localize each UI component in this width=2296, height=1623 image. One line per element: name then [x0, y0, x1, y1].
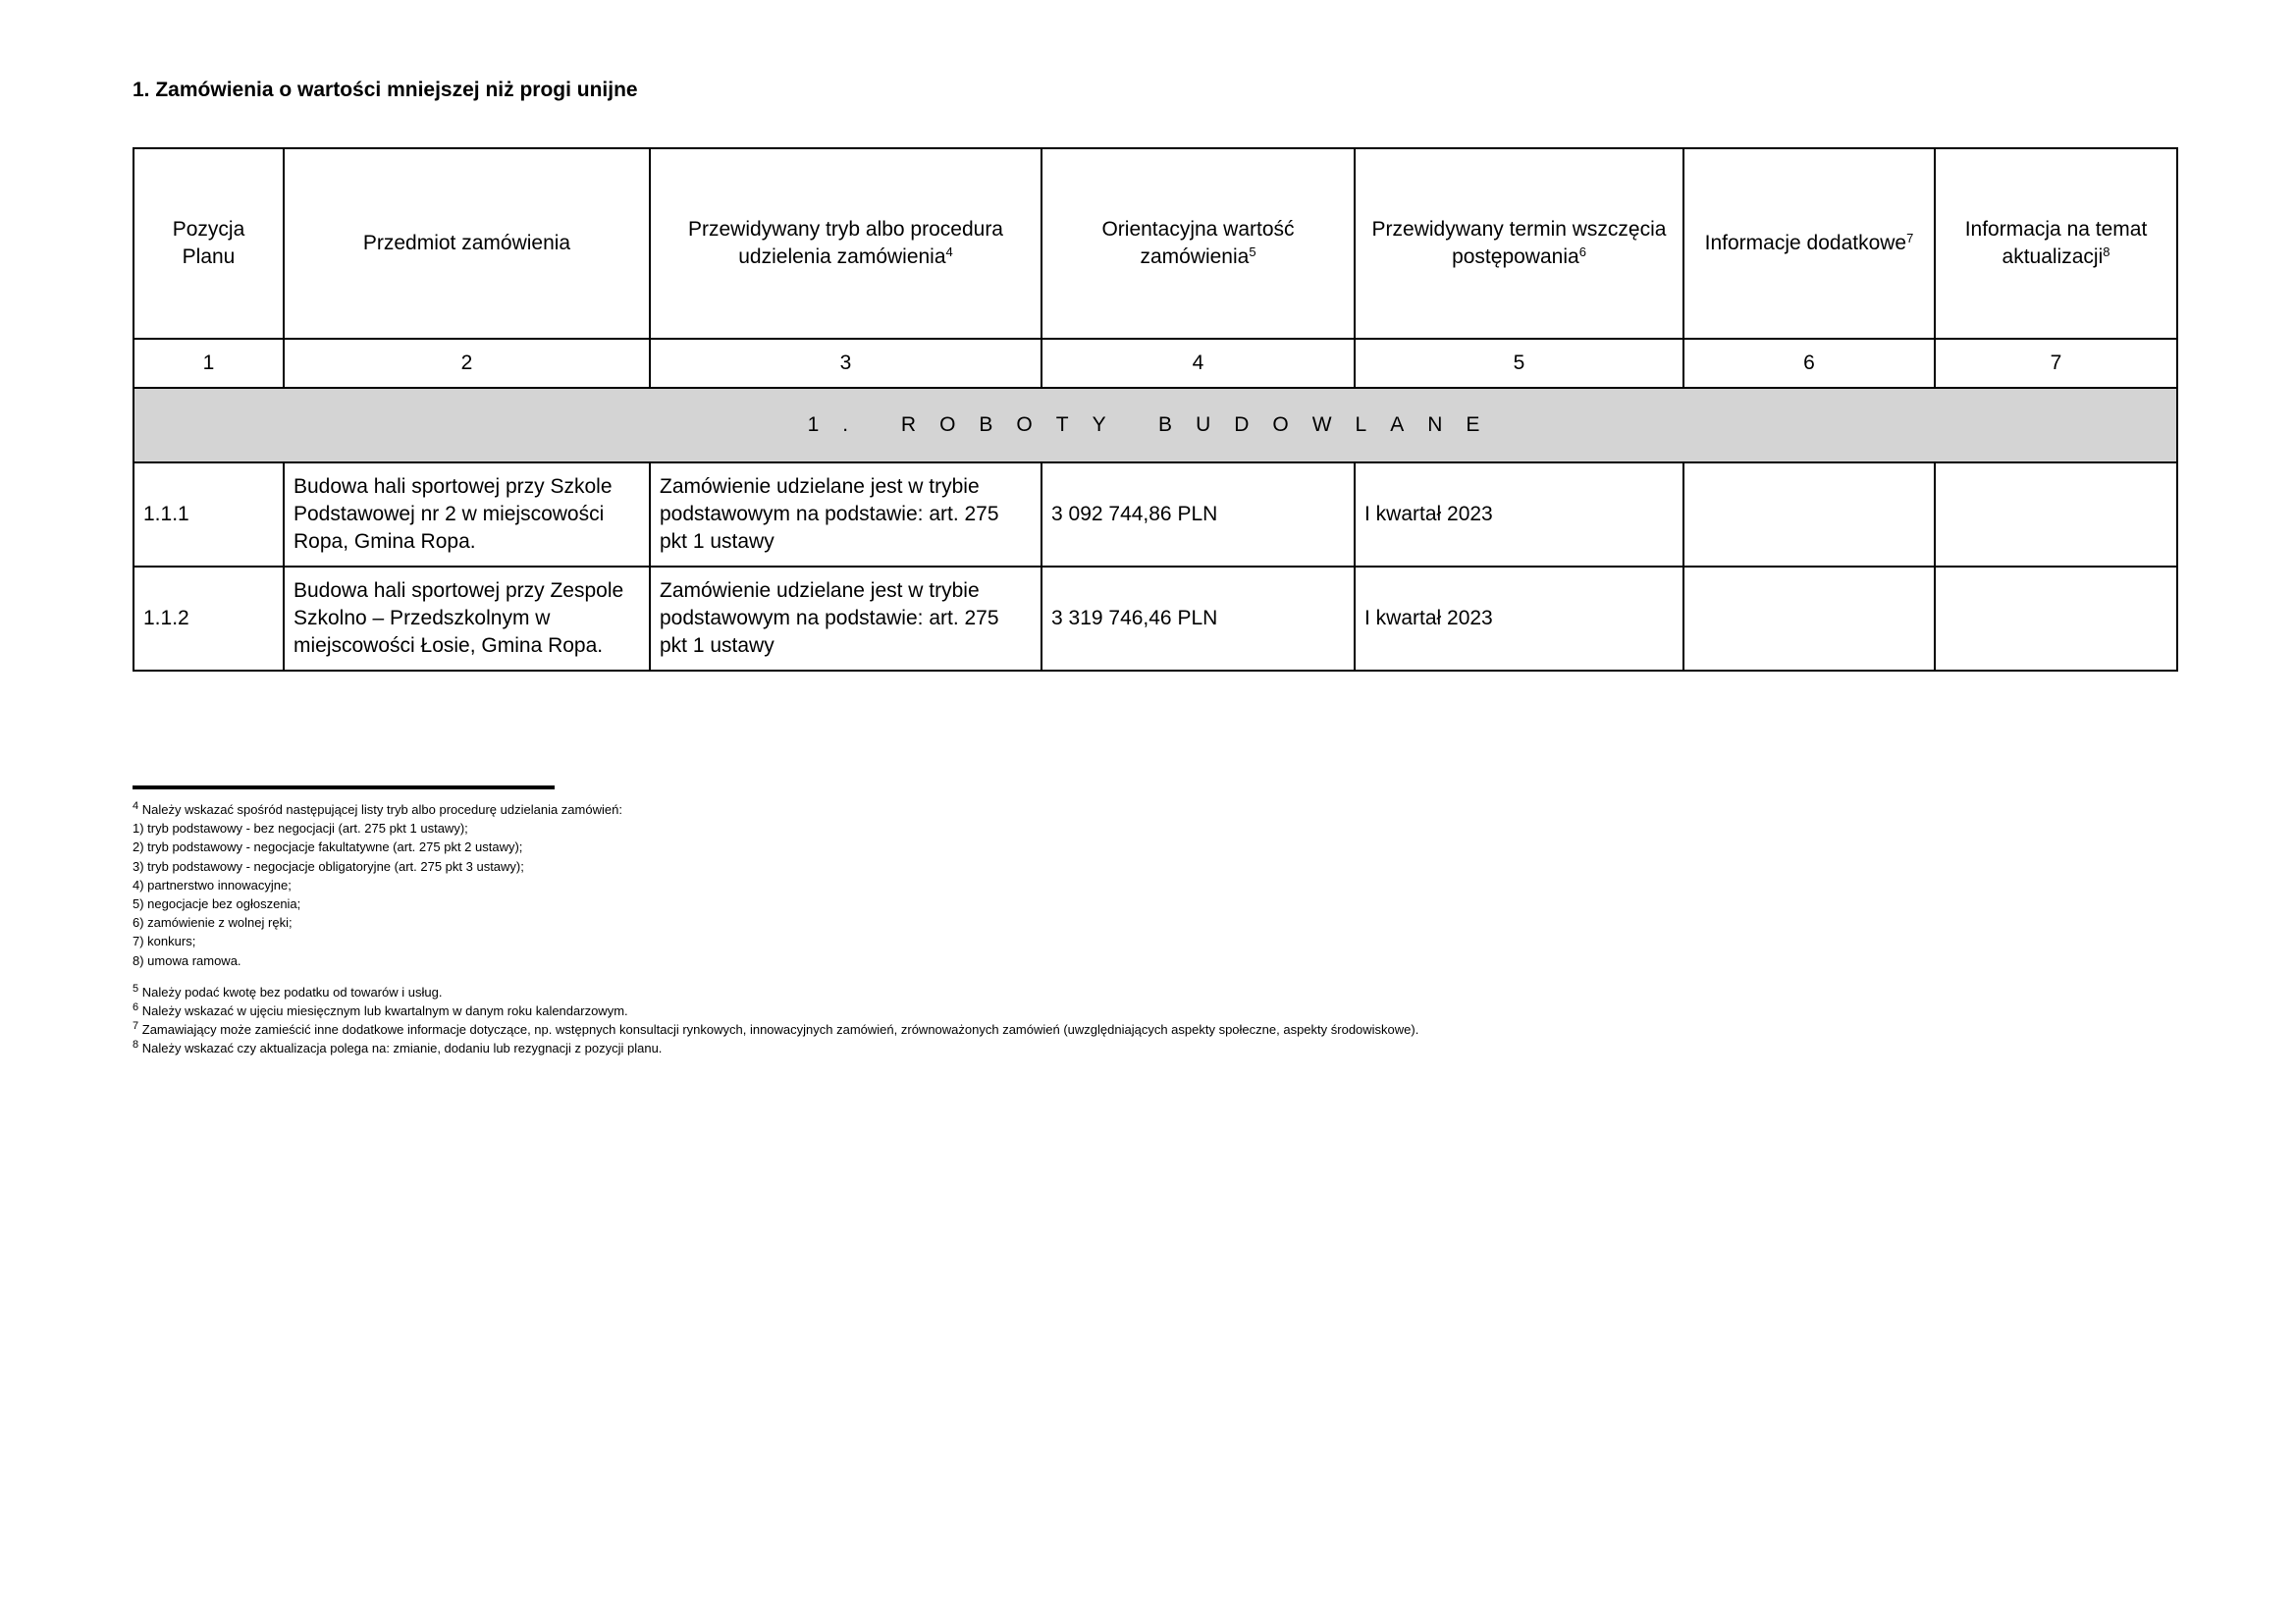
footnote-list-item: 2) tryb podstawowy - negocjacje fakultatywne (art. 275 pkt 2 ustawy);	[133, 839, 523, 855]
column-number: 4	[1041, 339, 1355, 388]
footnote-list-item: 8) umowa ramowa.	[133, 952, 241, 968]
footnotes	[133, 800, 1418, 1058]
footnote-4: $^4$ Należy wskazać spośród następującej listy tryb albo procedurę udzielania zamówień:	[133, 800, 622, 817]
footnote-5: $^5$ Należy podać kwotę bez podatku od towarów i usług.	[133, 982, 443, 1000]
cell-update	[1935, 462, 2177, 567]
column-number-row	[133, 339, 2177, 388]
cell-procedure: Zamówienie udzielane jest w trybie podstawowym na podstawie: art. 275 pkt 1 ustawy	[650, 462, 1041, 567]
column-number: 1	[133, 339, 284, 388]
section-row	[133, 388, 2177, 462]
column-number: 3	[650, 339, 1041, 388]
header-cell: Pozycja Planu	[133, 148, 284, 339]
table-header-row	[133, 148, 2177, 339]
header-cell: Przedmiot zamówienia	[284, 148, 650, 339]
column-number: 2	[284, 339, 650, 388]
cell-subject: Budowa hali sportowej przy Szkole Podstawowej nr 2 w miejscowości Ropa, Gmina Ropa.	[284, 462, 650, 567]
cell-subject: Budowa hali sportowej przy Zespole Szkolno – Przedszkolnym w miejscowości Łosie, Gmina Ropa.	[284, 567, 650, 671]
footnote-separator	[133, 785, 555, 789]
cell-procedure: Zamówienie udzielane jest w trybie podstawowym na podstawie: art. 275 pkt 1 ustawy	[650, 567, 1041, 671]
column-number: 6	[1683, 339, 1935, 388]
column-number: 5	[1355, 339, 1683, 388]
cell-term: I kwartał 2023	[1355, 567, 1683, 671]
header-cell: Przewidywany tryb albo procedura udzielenia zamówienia$^4$	[650, 148, 1041, 339]
table-row	[133, 567, 2177, 671]
footnote-6: $^6$ Należy wskazać w ujęciu miesięcznym lub kwartalnym w danym roku kalendarzowym.	[133, 1001, 628, 1019]
cell-position: 1.1.1	[133, 462, 284, 567]
section-label: 1. ROBOTY BUDOWLANE	[133, 388, 2177, 462]
footnote-8: $^8$ Należy wskazać czy aktualizacja polega na: zmianie, dodaniu lub rezygnacji z pozycji planu.	[133, 1039, 663, 1056]
table-row	[133, 462, 2177, 567]
header-cell: Informacje dodatkowe$^7$	[1683, 148, 1935, 339]
cell-update	[1935, 567, 2177, 671]
page-title: 1. Zamówienia o wartości mniejszej niż progi unijne	[133, 79, 638, 101]
header-cell: Orientacyjna wartość zamówienia$^5$	[1041, 148, 1355, 339]
cell-term: I kwartał 2023	[1355, 462, 1683, 567]
footnote-7: $^7$ Zamawiający może zamieścić inne dodatkowe informacje dotyczące, np. wstępnych konsultacji rynkowych, innowacyjnych zamówień, zrównoważonych zamówień (uwzględniających aspekty społeczne, aspekty środowiskowe).	[133, 1020, 1419, 1038]
cell-additional	[1683, 462, 1935, 567]
footnote-list-item: 1) tryb podstawowy - bez negocjacji (art. 275 pkt 1 ustawy);	[133, 821, 468, 837]
column-number: 7	[1935, 339, 2177, 388]
footnote-list-item: 6) zamówienie z wolnej ręki;	[133, 915, 293, 931]
header-cell: Przewidywany termin wszczęcia postępowania$^6$	[1355, 148, 1683, 339]
footnote-list-item: 3) tryb podstawowy - negocjacje obligatoryjne (art. 275 pkt 3 ustawy);	[133, 858, 524, 874]
header-cell: Informacja na temat aktualizacji$^8$	[1935, 148, 2177, 339]
cell-position: 1.1.2	[133, 567, 284, 671]
cell-additional	[1683, 567, 1935, 671]
procurement-plan-table	[133, 147, 2178, 672]
footnote-list-item: 7) konkurs;	[133, 934, 196, 949]
cell-value: 3 319 746,46 PLN	[1041, 567, 1355, 671]
footnote-list-item: 4) partnerstwo innowacyjne;	[133, 877, 292, 893]
cell-value: 3 092 744,86 PLN	[1041, 462, 1355, 567]
footnote-list-item: 5) negocjacje bez ogłoszenia;	[133, 896, 301, 912]
